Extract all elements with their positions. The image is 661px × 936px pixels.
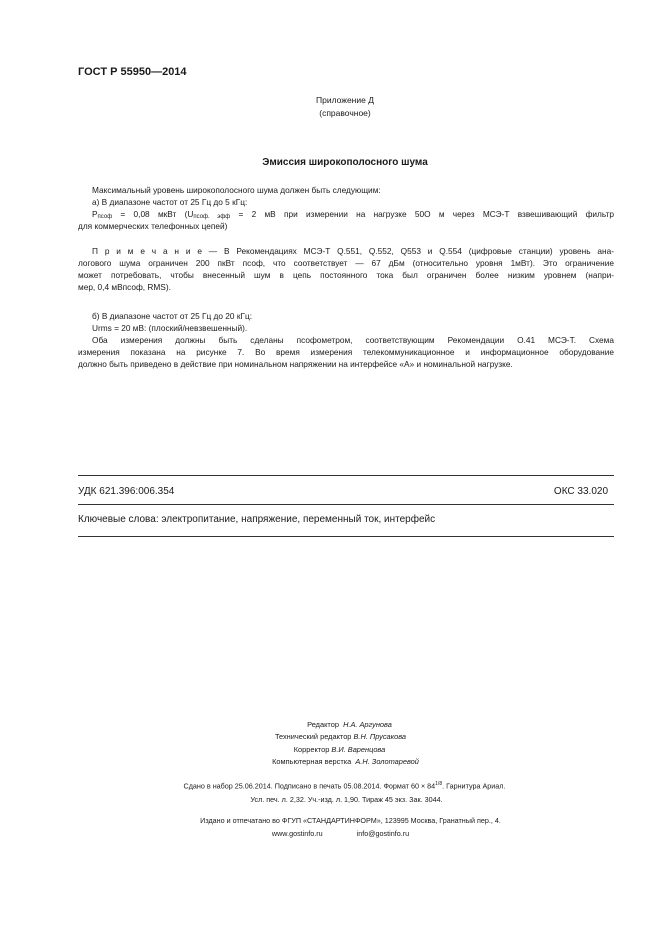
- note-block: [78, 245, 614, 293]
- formula-u-sub: псоф. эфф: [193, 214, 231, 220]
- corrector-name: В.И. Варенцова: [331, 744, 386, 754]
- publisher-line: Издано и отпечатано во ФГУП «СТАНДАРТИНФОРМ», 123995 Москва, Гранатный пер., 4.: [200, 816, 501, 825]
- body-section-a: [78, 184, 614, 232]
- credits-block: [0, 719, 661, 768]
- imprint-line-1-text: Сдано в набор 25.06.2014. Подписано в печать 05.08.2014. Формат 60 × 84: [183, 781, 436, 791]
- oks-code: ОКС 33.020: [553, 486, 608, 497]
- standard-number: ГОСТ Р 55950—2014: [78, 66, 187, 78]
- layout-name: А.Н. Золотаревой: [355, 756, 419, 766]
- credit-tech-editor: [0, 731, 661, 743]
- formula-a-continuation: для коммерческих телефонных цепей): [78, 221, 228, 231]
- measurement-line-2: измерения показана на рисунке 7. Во время измерения телекоммуникационное и информационное оборудование: [78, 347, 614, 357]
- item-b: б) В диапазоне частот от 25 Гц до 20 кГц:: [92, 311, 253, 321]
- tech-editor-label: Технический редактор: [274, 732, 352, 742]
- credit-layout: [0, 756, 661, 768]
- item-a: а) В диапазоне частот от 25 Гц до 5 кГц:: [92, 197, 248, 207]
- imprint-line-1: [0, 781, 661, 790]
- divider-bottom: [78, 536, 614, 537]
- credit-editor: [0, 719, 661, 731]
- divider-middle: [78, 504, 614, 505]
- body-section-b: [78, 310, 614, 370]
- measurement-line-1: Оба измерения должны быть сделаны псофометром, соответствующим Рекомендации О.41 МСЭ-Т. Схема: [92, 335, 614, 345]
- formula-p: P: [92, 209, 98, 219]
- layout-label: Компьютерная верстка: [272, 756, 352, 766]
- contacts-line: [0, 829, 661, 838]
- note-line-4: мер, 0,4 мВпсоф, RMS).: [78, 282, 171, 292]
- website-link[interactable]: www.gostinfo.ru: [271, 829, 323, 838]
- formula-mid: = 0,08 мкВт (U: [112, 209, 194, 219]
- udk-code: УДК 621.396:006.354: [78, 486, 175, 497]
- note-line-2: логового шума ограничен 200 пкВт псоф, что соответствует — 67 дБм (относительно уровня 1мВт). Это ограничение: [78, 258, 614, 268]
- intro-paragraph: Максимальный уровень широкополосного шума должен быть следующим:: [92, 185, 381, 195]
- editor-name: Н.А. Аргунова: [343, 720, 392, 729]
- note-line-3: может потребовать, чтобы внесенный шум в цепь постоянного тока был ограничен более низким уровнем (напри-: [78, 270, 614, 280]
- measurement-line-3: должно быть приведено в действие при номинальном напряжении на интерфейсе «А» и номинальной нагрузке.: [78, 359, 513, 369]
- keywords: Ключевые слова: электропитание, напряжение, переменный ток, интерфейс: [78, 514, 436, 525]
- appendix-type: (справочное): [319, 108, 371, 118]
- note-line-1: П р и м е ч а н и е — В Рекомендациях МСЭ-Т Q.551, Q.552, Q553 и Q.554 (цифровые станции) уровень ана-: [92, 246, 614, 256]
- editor-label: Редактор: [307, 720, 339, 729]
- section-title: Эмиссия широкополосного шума: [262, 157, 428, 168]
- formula-p-sub: псоф: [97, 214, 113, 220]
- divider-top: [78, 475, 614, 476]
- formula-end: = 2 мВ при измерении на нагрузке 50О м через МСЭ-Т взвешивающий фильтр: [230, 209, 614, 219]
- formula-a: [78, 208, 614, 220]
- formula-b: Urms = 20 мВ: (плоский/невзвешенный).: [92, 323, 248, 333]
- email-link[interactable]: info@gostinfo.ru: [356, 829, 410, 838]
- tech-editor-name: В.Н. Прусакова: [353, 732, 407, 742]
- imprint-line-1-end: . Гарнитура Ариал.: [442, 781, 506, 791]
- corrector-label: Корректор: [293, 744, 330, 754]
- imprint-line-2: Усл. печ. л. 2,32. Уч.-изд. л. 1,90. Тираж 45 экз. Зак. 3044.: [250, 795, 443, 804]
- appendix-title: Приложение Д: [316, 95, 374, 105]
- format-fraction: 1/8: [435, 781, 443, 787]
- credit-corrector: [0, 744, 661, 756]
